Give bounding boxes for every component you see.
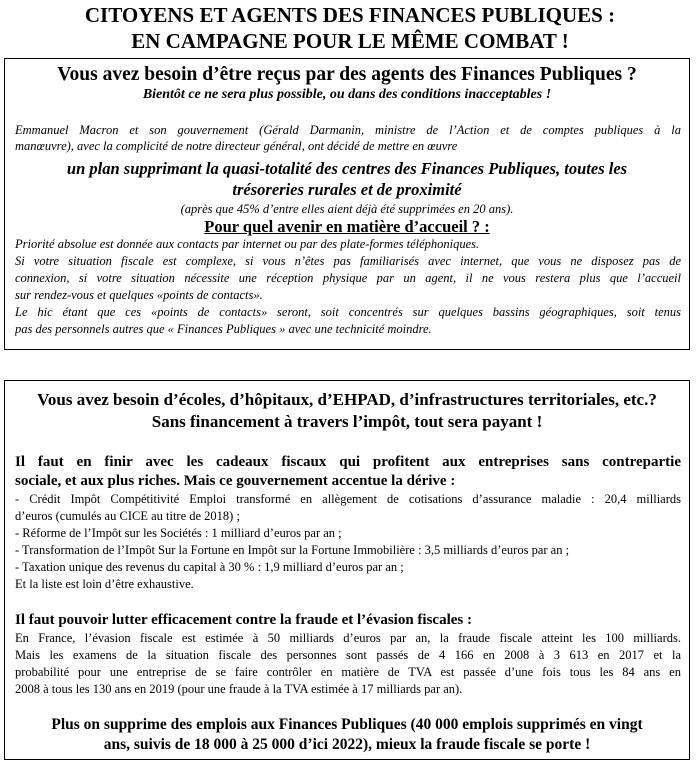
- body-line: connexion, si votre situation nécessite une réception physique par un agent, il ne vous restera plus que l’accueil: [15, 271, 681, 285]
- fraude-heading: Il faut pouvoir lutter efficacement contre la fraude et l’évasion fiscales :: [15, 612, 472, 628]
- cadeaux-fiscaux-heading: [15, 453, 681, 491]
- list-item: - Transformation de l’Impôt Sur la Fortune en Impôt sur la Fortune Immobilière : 3,5 milliards d’euros par an ;: [15, 543, 570, 557]
- plan-line: trésoreries rurales et de proximité: [232, 180, 462, 199]
- accueil-intro: [15, 123, 681, 154]
- body-line: pas des personnels autres que « Finances Publiques » avec une technicité moindre.: [15, 322, 432, 336]
- list-item: - Taxation unique des revenus du capital à 30 % : 1,9 milliard d’euros par an ;: [15, 560, 404, 574]
- body-line: Le hic étant que ces «points de contacts» seront, soit concentrés sur quelques bassins géographiques, soit tenus: [15, 305, 681, 319]
- cadeaux-fiscaux-section: [15, 453, 681, 593]
- list-item: d’euros (cumulés au CICE au titre de 2018) ;: [15, 509, 240, 523]
- accueil-body: [15, 236, 681, 338]
- plan-statement: [5, 158, 689, 200]
- header-line-1: CITOYENS ET AGENTS DES FINANCES PUBLIQUES :: [84, 3, 616, 27]
- body-line: 2008 à tous les 130 ans en 2019 (pour une fraude à la TVA estimée à 17 milliards par an).: [15, 682, 463, 696]
- list-item: - Crédit Impôt Compétitivité Emploi transformé en allègement de cotisations d’assurance maladie : 20,4 milliards: [15, 492, 681, 506]
- body-line: sur rendez-vous et quelques «points de contacts».: [15, 288, 263, 302]
- body-line: probabilité pour une entreprise de se faire contrôler en matière de TVA est passée d’une fois tous les 84 ans en: [15, 665, 681, 679]
- plan-line: un plan supprimant la quasi-totalité des centres des Finances Publiques, toutes les: [66, 159, 628, 178]
- plan-note: (après que 45% d’entre elles aient déjà été supprimées en 20 ans).: [180, 202, 514, 216]
- body-line: Si votre situation fiscale est complexe, si vous n’êtes pas familiarisés avec internet, que vous ne disposez pas de: [15, 254, 681, 268]
- list-item: - Réforme de l’Impôt sur les Sociétés : 1 milliard d’euros par an ;: [15, 526, 342, 540]
- page-header: [0, 2, 700, 54]
- cadeaux-fiscaux-list: [15, 491, 681, 593]
- header-line-2: EN CAMPAGNE POUR LE MÊME COMBAT !: [131, 29, 569, 53]
- financement-title-line-2: Sans financement à travers l’impôt, tout sera payant !: [151, 412, 543, 431]
- intro-line: Emmanuel Macron et son gouvernement (Gérald Darmanin, ministre de l’Action et de comptes publiques à la: [15, 123, 681, 137]
- fraude-section: [15, 611, 681, 698]
- accueil-title: Vous avez besoin d’être reçus par des agents des Finances Publiques ?: [57, 64, 637, 85]
- heading-line: Il faut en finir avec les cadeaux fiscaux qui profitent aux entreprises sans contrepartie: [15, 454, 681, 470]
- list-item: Et la liste est loin d’être exhaustive.: [15, 577, 194, 591]
- accueil-box: [4, 58, 690, 350]
- fraude-body: [15, 630, 681, 698]
- financement-title-line-1: Vous avez besoin d’écoles, d’hôpitaux, d’EHPAD, d’infrastructures territoriales, etc.?: [37, 390, 657, 409]
- conclusion-line: ans, suivis de 18 000 à 25 000 d’ici 2022), mieux la fraude fiscale se porte !: [103, 736, 591, 753]
- conclusion: [13, 715, 681, 755]
- accueil-subtitle: Bientôt ce ne sera plus possible, ou dans des conditions inacceptables !: [142, 87, 552, 102]
- accueil-question: Pour quel avenir en matière d’accueil ? :: [204, 217, 490, 236]
- financement-title: [5, 389, 689, 433]
- body-line: En France, l’évasion fiscale est estimée à 50 milliards d’euros par an, la fraude fiscale atteint les 100 milliards.: [15, 631, 681, 645]
- intro-line: manœuvre), avec la complicité de notre directeur général, ont décidé de mettre en œuvre: [15, 138, 458, 153]
- body-line: Priorité absolue est donnée aux contacts par internet ou par des plate-formes téléphoniques.: [15, 237, 480, 251]
- heading-line: sociale, et aux plus riches. Mais ce gouvernement accentue la dérive :: [15, 473, 456, 489]
- body-line: Mais les examens de la situation fiscale des personnes sont passés de 4 166 en 2008 à 3 613 en 2017 et la: [15, 648, 681, 662]
- conclusion-line: Plus on supprime des emplois aux Finances Publiques (40 000 emplois supprimés en vingt: [51, 716, 643, 733]
- financement-box: [4, 380, 690, 760]
